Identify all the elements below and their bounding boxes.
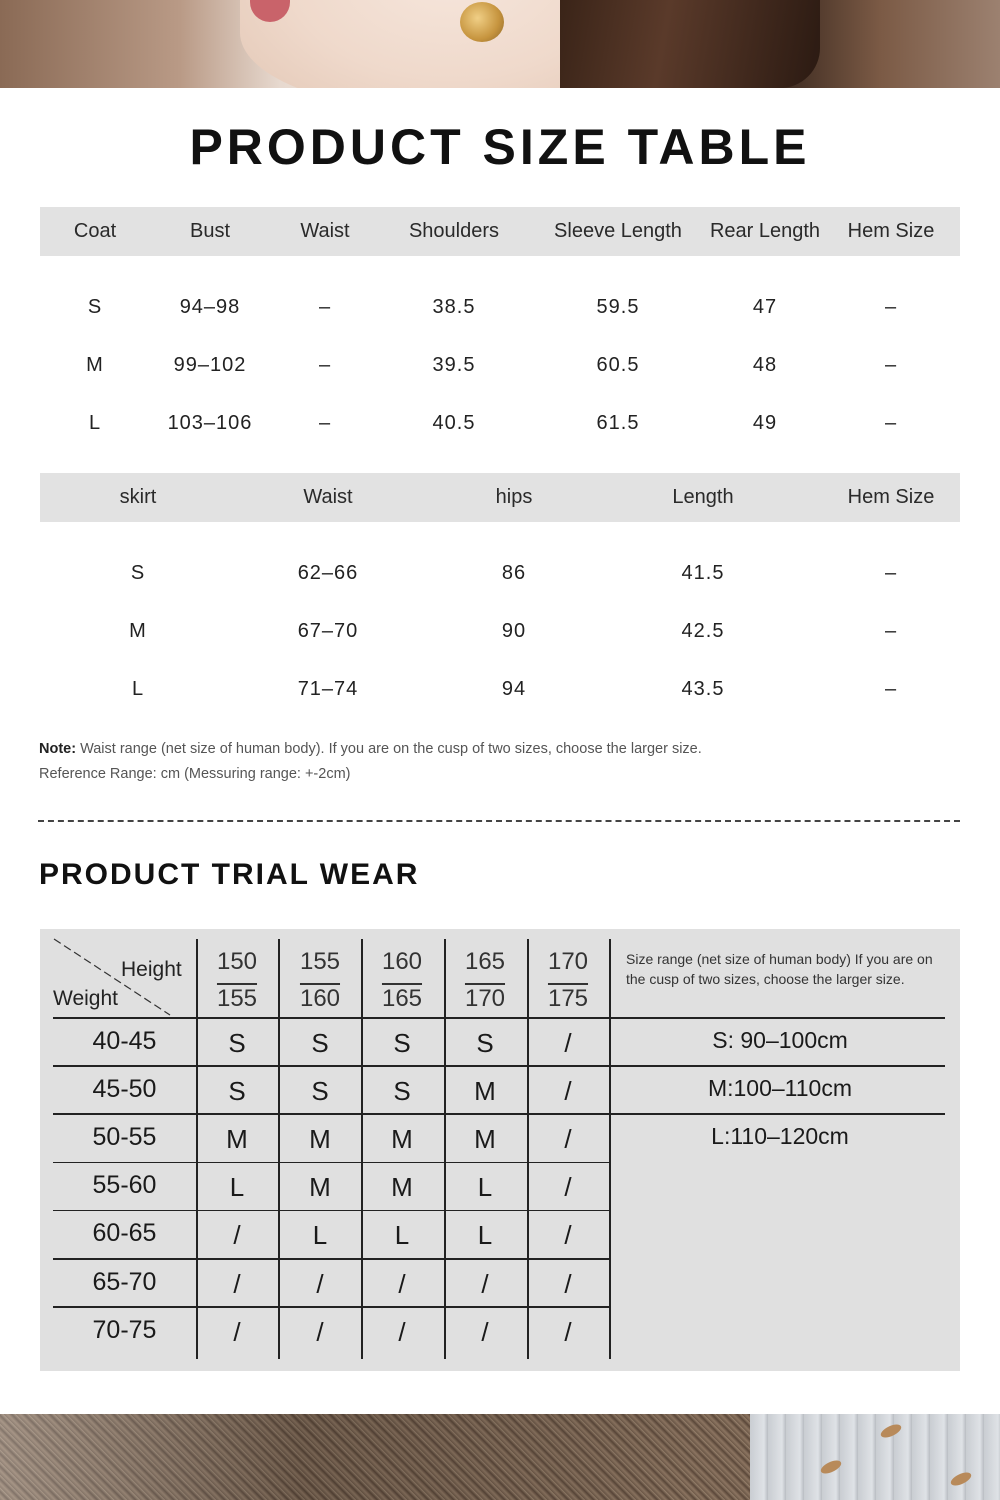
table-row: [40, 602, 960, 660]
table-row: [40, 336, 960, 394]
table-cell: 41.5: [681, 561, 725, 584]
size-cell: /: [481, 1316, 489, 1347]
skirt-table-header: [40, 473, 960, 522]
size-cell: M: [474, 1075, 496, 1106]
size-cell: /: [564, 1075, 572, 1106]
height-range-header: [528, 943, 608, 1017]
table-cell: 60.5: [596, 353, 640, 376]
height-range-header: [197, 943, 277, 1017]
column-header: Rear Length: [709, 220, 821, 242]
height-to: 155: [216, 985, 258, 1012]
size-notes: [39, 737, 702, 787]
size-cell: /: [564, 1268, 572, 1299]
size-cell: S: [311, 1075, 329, 1106]
skirt-size-table: [40, 473, 960, 718]
table-cell: –: [884, 295, 898, 318]
column-header: Hem Size: [847, 220, 935, 242]
table-cell: –: [884, 619, 898, 642]
size-cell: M: [226, 1123, 248, 1154]
table-cell: 40.5: [432, 411, 476, 434]
table-cell: 86: [501, 561, 527, 584]
height-from: 170: [547, 948, 589, 975]
note-text: Waist range (net size of human body). If you are on the cusp of two sizes, choose the larger size.: [76, 741, 702, 757]
height-range-header: [445, 943, 525, 1017]
table-cell: L: [88, 411, 102, 434]
section-divider: [38, 820, 960, 822]
bust-range-item: M:100–110cm: [707, 1075, 853, 1102]
size-cell: /: [564, 1027, 572, 1058]
size-cell: M: [309, 1172, 331, 1203]
table-cell: M: [86, 353, 104, 376]
table-cell: 59.5: [596, 295, 640, 318]
model-hair-image: [560, 0, 820, 88]
size-cell: /: [316, 1316, 324, 1347]
size-cell: S: [393, 1027, 411, 1058]
table-cell: 61.5: [596, 411, 640, 434]
size-cell: /: [233, 1316, 241, 1347]
weight-range-cell: 65-70: [92, 1267, 157, 1296]
table-cell: 47: [752, 295, 778, 318]
size-cell: L: [477, 1220, 493, 1251]
size-cell: /: [564, 1220, 572, 1251]
table-cell: S: [87, 295, 103, 318]
table-cell: L: [131, 677, 145, 700]
column-header: Waist: [300, 220, 350, 242]
size-cell: /: [233, 1220, 241, 1251]
table-cell: 103–106: [167, 411, 253, 434]
height-from: 150: [216, 948, 258, 975]
coat-table-header: [40, 207, 960, 256]
table-cell: 48: [752, 353, 778, 376]
size-cell: L: [229, 1172, 245, 1203]
table-cell: 71–74: [297, 677, 359, 700]
table-cell: 94–98: [179, 295, 241, 318]
table-cell: –: [318, 295, 332, 318]
column-header: Length: [672, 486, 734, 508]
weight-range-cell: 45-50: [92, 1074, 157, 1103]
table-cell: –: [318, 353, 332, 376]
height-to: 175: [547, 985, 589, 1012]
size-cell: M: [391, 1172, 413, 1203]
column-header: Shoulders: [408, 220, 500, 242]
size-cell: /: [564, 1172, 572, 1203]
reference-range-note: Reference Range: cm (Messuring range: +-2cm): [39, 766, 351, 782]
size-cell: S: [311, 1027, 329, 1058]
table-cell: 38.5: [432, 295, 476, 318]
size-cell: L: [394, 1220, 410, 1251]
table-row: [40, 660, 960, 718]
column-header: Hem Size: [847, 486, 935, 508]
note-label: Note:: [39, 741, 77, 757]
gold-earring-image: [460, 2, 504, 42]
waist-note: [39, 737, 702, 762]
table-cell: 39.5: [432, 353, 476, 376]
bottom-skirt-photo: [0, 1414, 1000, 1500]
table-cell: –: [884, 411, 898, 434]
size-cell: M: [309, 1123, 331, 1154]
column-header: skirt: [119, 486, 157, 508]
height-to: 170: [464, 985, 506, 1012]
page-title: PRODUCT SIZE TABLE: [189, 119, 811, 175]
size-cell: /: [233, 1268, 241, 1299]
height-range-header: [280, 943, 360, 1017]
bust-range-item: L:110–120cm: [711, 1123, 849, 1150]
weight-axis-label: Weight: [53, 987, 118, 1010]
table-cell: –: [884, 353, 898, 376]
size-cell: M: [391, 1123, 413, 1154]
table-row: [40, 544, 960, 602]
table-cell: –: [884, 677, 898, 700]
table-cell: 49: [752, 411, 778, 434]
height-from: 160: [381, 948, 423, 975]
table-cell: 90: [501, 619, 527, 642]
table-cell: S: [130, 561, 146, 584]
table-cell: 94: [501, 677, 527, 700]
table-cell: –: [318, 411, 332, 434]
trial-wear-title: PRODUCT TRIAL WEAR: [39, 858, 420, 891]
table-cell: M: [129, 619, 147, 642]
weight-range-cell: 70-75: [92, 1315, 157, 1344]
table-cell: 62–66: [297, 561, 359, 584]
top-model-photo: [0, 0, 1000, 88]
table-row: [40, 278, 960, 336]
grid-line: [609, 939, 611, 1359]
table-row: [40, 394, 960, 452]
bust-range-item: S: 90–100cm: [712, 1027, 848, 1053]
height-to: 160: [299, 985, 341, 1012]
size-cell: S: [228, 1027, 246, 1058]
size-cell: /: [316, 1268, 324, 1299]
size-cell: L: [477, 1172, 493, 1203]
column-header: hips: [495, 486, 533, 508]
street-background-image: [750, 1414, 1000, 1500]
height-range-header: [362, 943, 442, 1017]
table-cell: 99–102: [173, 353, 247, 376]
coat-size-table: [40, 207, 960, 452]
weight-range-cell: 40-45: [92, 1026, 157, 1055]
weight-range-cell: 50-55: [92, 1122, 157, 1151]
size-cell: /: [564, 1316, 572, 1347]
size-cell: /: [564, 1123, 572, 1154]
table-cell: 67–70: [297, 619, 359, 642]
column-header: Sleeve Length: [554, 220, 682, 242]
size-cell: /: [398, 1268, 406, 1299]
size-cell: M: [474, 1123, 496, 1154]
size-cell: L: [312, 1220, 328, 1251]
height-from: 165: [464, 948, 506, 975]
height-axis-label: Height: [121, 958, 182, 981]
weight-range-cell: 60-65: [92, 1219, 157, 1248]
table-cell: 42.5: [681, 619, 725, 642]
column-header: Bust: [189, 220, 231, 242]
size-cell: S: [228, 1075, 246, 1106]
table-cell: –: [884, 561, 898, 584]
height-to: 165: [381, 985, 423, 1012]
height-from: 155: [299, 948, 341, 975]
size-range-note: Size range (net size of human body) If you are on the cusp of two sizes, choose the larger size.: [626, 951, 933, 987]
column-header: Waist: [303, 486, 353, 508]
size-cell: /: [398, 1316, 406, 1347]
weight-range-cell: 55-60: [92, 1171, 157, 1200]
trial-wear-table: [40, 929, 960, 1371]
size-cell: S: [393, 1075, 411, 1106]
size-cell: S: [476, 1027, 494, 1058]
table-cell: 43.5: [681, 677, 725, 700]
column-header: Coat: [73, 220, 117, 242]
size-cell: /: [481, 1268, 489, 1299]
